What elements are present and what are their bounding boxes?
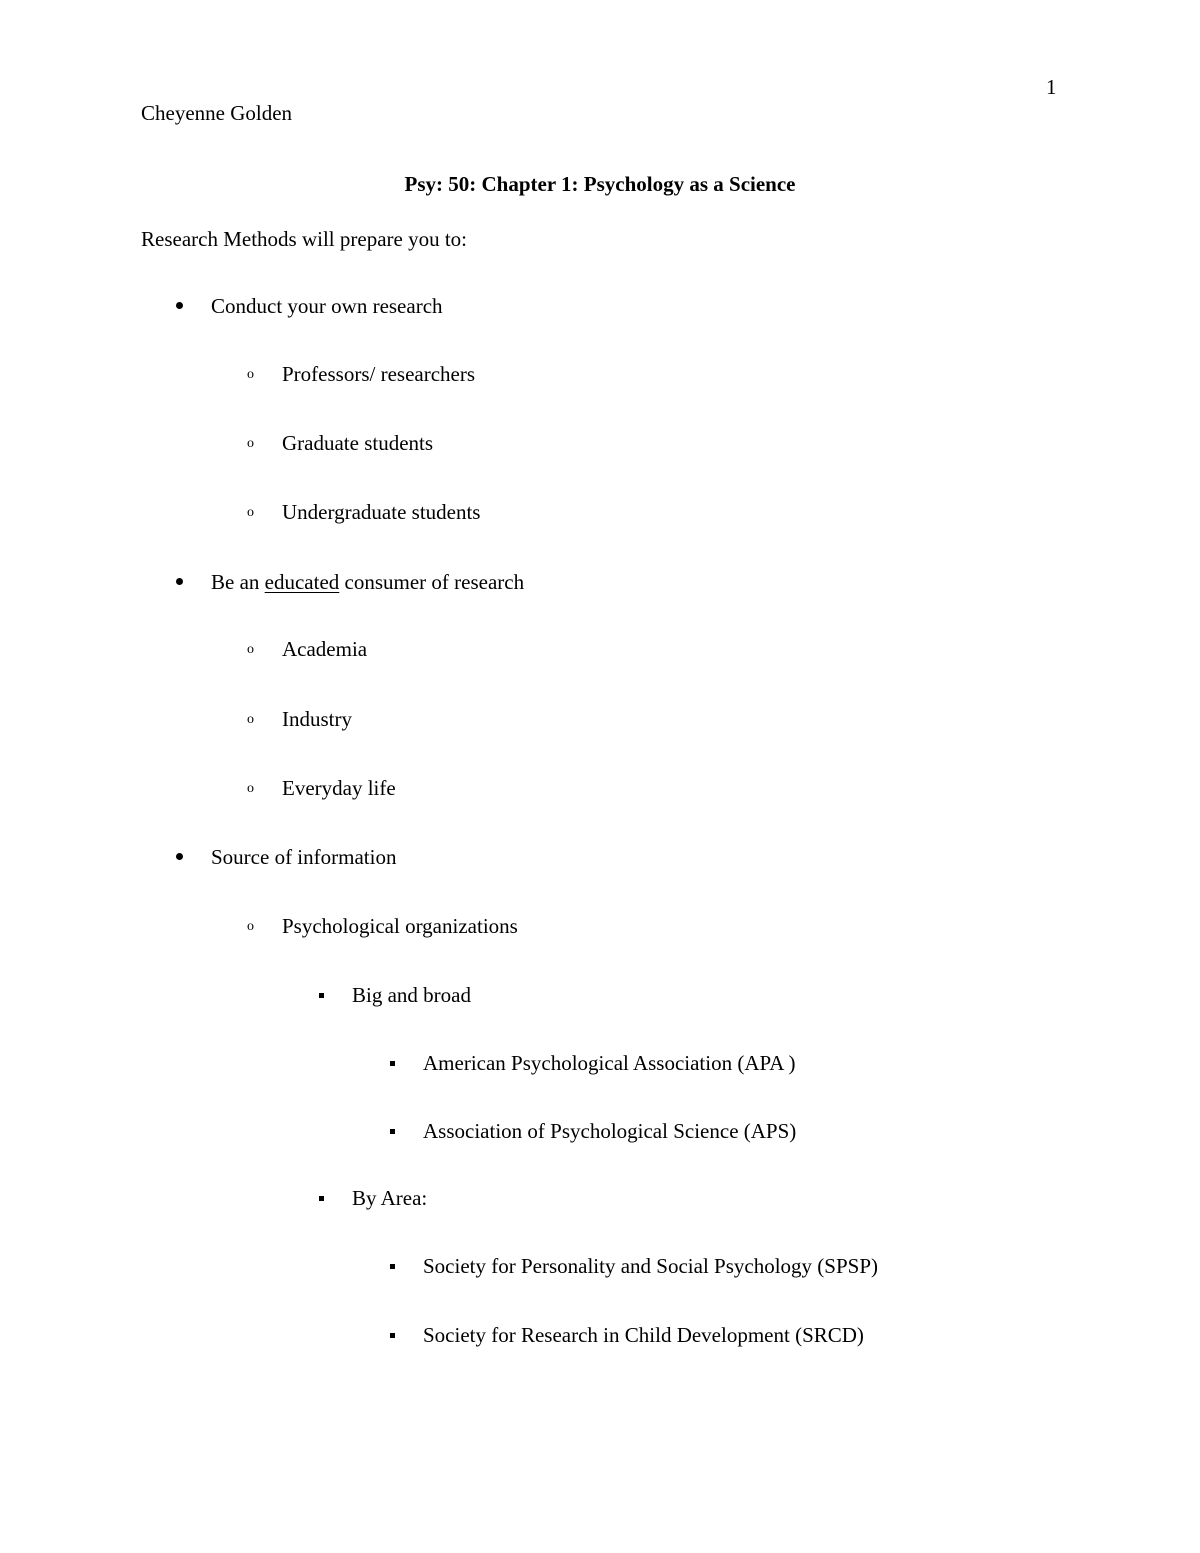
bullet-circle-icon: o bbox=[247, 919, 254, 934]
list-item: Big and broad bbox=[352, 983, 471, 1007]
list-item: Society for Personality and Social Psychology (SPSP) bbox=[423, 1254, 878, 1278]
list-item: Psychological organizations bbox=[282, 914, 518, 938]
list-item: Source of information bbox=[211, 845, 397, 869]
list-item: By Area: bbox=[352, 1186, 428, 1210]
list-item: Graduate students bbox=[282, 431, 434, 455]
bullet-circle-icon: o bbox=[247, 642, 254, 657]
list-item-text: Be an bbox=[211, 570, 265, 594]
list-item: American Psychological Association (APA ) bbox=[423, 1051, 796, 1075]
author-name: Cheyenne Golden bbox=[141, 101, 293, 125]
list-item: Undergraduate students bbox=[282, 500, 481, 524]
list-item: Professors/ researchers bbox=[282, 362, 476, 386]
bullet-circle-icon: o bbox=[247, 781, 254, 796]
list-item: Conduct your own research bbox=[211, 294, 443, 318]
document-title: Psy: 50: Chapter 1: Psychology as a Science bbox=[404, 172, 796, 196]
intro-text: Research Methods will prepare you to: bbox=[141, 227, 467, 251]
bullet-square-icon bbox=[319, 1196, 324, 1201]
bullet-square-icon bbox=[390, 1061, 395, 1066]
underlined-word: educated bbox=[264, 570, 340, 594]
bullet-circle-icon: o bbox=[247, 505, 254, 520]
bullet-square-icon bbox=[319, 993, 324, 998]
page-number: 1 bbox=[1046, 75, 1057, 99]
bullet-square-icon bbox=[390, 1264, 395, 1269]
list-item: Academia bbox=[282, 637, 368, 661]
list-item: Everyday life bbox=[282, 776, 396, 800]
list-item: Association of Psychological Science (APS) bbox=[423, 1119, 797, 1143]
bullet-square-icon bbox=[390, 1333, 395, 1338]
list-item: Society for Research in Child Development (SRCD) bbox=[423, 1323, 864, 1347]
bullet-dot-icon bbox=[176, 302, 183, 309]
bullet-circle-icon: o bbox=[247, 436, 254, 451]
bullet-dot-icon bbox=[176, 853, 183, 860]
list-item: Industry bbox=[282, 707, 352, 731]
bullet-square-icon bbox=[390, 1129, 395, 1134]
bullet-circle-icon: o bbox=[247, 712, 254, 727]
list-item-text: consumer of research bbox=[339, 570, 525, 594]
bullet-circle-icon: o bbox=[247, 367, 254, 382]
bullet-dot-icon bbox=[176, 578, 183, 585]
list-item bbox=[211, 572, 524, 593]
